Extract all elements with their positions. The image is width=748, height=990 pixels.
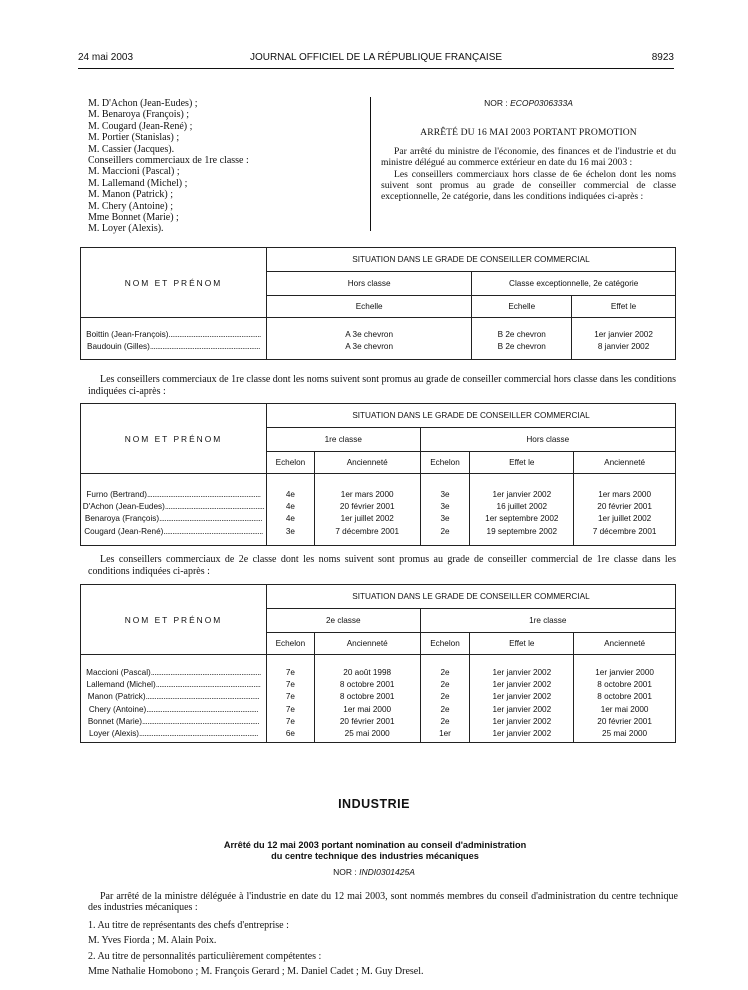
cell-value: 8 octobre 2001 (597, 680, 652, 690)
cell-value: 20 février 2001 (597, 716, 652, 726)
promotion-table-3 (80, 584, 676, 743)
page-number: 8923 (651, 52, 674, 63)
promotion-table-2 (80, 403, 676, 546)
values-cell (420, 474, 470, 546)
list-item: M. Chery (Antoine) ; (88, 200, 173, 212)
values-cell (314, 655, 420, 743)
cell-value: 3e (440, 514, 450, 524)
nom-prenom-header: NOM ET PRÉNOM (81, 585, 267, 655)
group-header: 1re classe (266, 428, 420, 452)
group-header: 2e classe (266, 609, 420, 633)
right-column (381, 98, 676, 202)
paragraph: Les conseillers commerciaux hors classe de 6e échelon dont les noms suivent sont promus au grade de conseiller commercial de classe exceptionnelle, 2e catégorie, dans les conditions indiquées ci-après : (381, 169, 676, 202)
column-header: Ancienneté (574, 452, 676, 474)
header-title: JOURNAL OFFICIEL DE LA RÉPUBLIQUE FRANÇAISE (249, 52, 503, 63)
values-cell (314, 474, 420, 546)
column-header: Ancienneté (574, 633, 676, 655)
column-header: Echelle (266, 296, 471, 318)
names-cell (81, 474, 267, 546)
nor-reference (381, 98, 676, 109)
person-name: Cougard (Jean-René) (84, 526, 164, 536)
cell-value: 3e (440, 502, 450, 512)
list-item: M. Loyer (Alexis). (88, 223, 164, 235)
table-row: Benaroya (François).......................................................... (84, 514, 263, 524)
person-name: Maccioni (Pascal) (86, 668, 151, 677)
list-item: M. Manon (Patrick) ; (88, 189, 173, 201)
cell-value: 20 août 1998 (343, 668, 392, 677)
cell-value: 1er janvier 2002 (492, 692, 552, 702)
person-name: Benaroya (François) (84, 514, 160, 524)
title-line: Arrêté du 12 mai 2003 portant nomination au conseil d'administration (223, 840, 527, 850)
cell-value: B 2e chevron (497, 342, 546, 352)
list-item: M. Yves Fiorda ; M. Alain Poix. (88, 935, 217, 947)
cell-value: 2e (440, 526, 450, 536)
names-cell (81, 318, 267, 360)
cell-value: A 3e chevron (345, 342, 394, 352)
cell-value: 2e (440, 692, 450, 702)
cell-value: 4e (285, 514, 295, 524)
table-row: Furno (Bertrand)................................................................ (86, 490, 261, 499)
arrete-title: ARRÊTÉ DU 16 MAI 2003 PORTANT PROMOTION (420, 126, 637, 138)
paragraph: Par arrêté du ministre de l'économie, des finances et de l'industrie et du ministre délégué au commerce extérieur en date du 16 mai 2003 : (381, 146, 676, 168)
cell-value: 6e (285, 728, 295, 738)
cell-value: 2e (440, 680, 450, 690)
list-item: M. Benaroya (François) ; (88, 109, 190, 121)
values-cell (470, 655, 574, 743)
cell-value: 1er mars 2000 (598, 490, 651, 499)
cell-value: 7 décembre 2001 (592, 526, 657, 536)
list-item: M. Lallemand (Michel) ; (88, 177, 188, 189)
cell-value: 7 décembre 2001 (335, 526, 400, 536)
nor-label: NOR : (333, 867, 360, 877)
column-header: Effet le (572, 296, 676, 318)
list-item: 1. Au titre de représentants des chefs d'entreprise : (88, 919, 289, 931)
cell-value: 1er janvier 2000 (595, 668, 654, 677)
cell-value: 8 octobre 2001 (339, 692, 395, 702)
cell-value: 7e (285, 692, 295, 702)
cell-value: 1er mai 2000 (343, 704, 392, 714)
cell-value: 1er mai 2000 (600, 704, 649, 714)
cell-value: 8 octobre 2001 (597, 692, 652, 702)
table-row: Loyer (Alexis)................................................................... (88, 728, 258, 738)
cell-value: 2e (440, 668, 450, 677)
person-name: Chery (Antoine) (88, 704, 147, 714)
cell-value: 3e (285, 526, 295, 536)
list-item: 2. Au titre de personnalités particulièrement compétentes : (88, 950, 322, 962)
cell-value: 20 février 2001 (339, 502, 395, 512)
column-header: Ancienneté (314, 452, 420, 474)
list-item: Mme Nathalie Homobono ; M. François Gerard ; M. Daniel Cadet ; M. Guy Dresel. (88, 966, 424, 978)
cell-value: 1er mars 2000 (340, 490, 394, 499)
group-header: Hors classe (266, 272, 471, 296)
table-row: Manon (Patrick)................................................................ (87, 692, 260, 702)
cell-value: A 3e chevron (345, 330, 394, 339)
cell-value: 25 mai 2000 (602, 728, 648, 738)
nor-code: ECOP0306333A (510, 98, 573, 108)
page-header (78, 52, 674, 66)
cell-value: 25 mai 2000 (344, 728, 390, 738)
cell-value: 8 octobre 2001 (339, 680, 395, 690)
table-row: Maccioni (Pascal).............................................................. (86, 668, 261, 677)
cell-value: 1er janvier 2002 (492, 716, 552, 726)
cell-value: 1er (439, 728, 451, 738)
situation-header: SITUATION DANS LE GRADE DE CONSEILLER COMMERCIAL (266, 585, 675, 609)
table-row: Lallemand (Michel)........................................................... (86, 680, 261, 690)
table-row: Baudouin (Gilles).............................................................. (87, 342, 260, 352)
column-header: Effet le (470, 452, 574, 474)
industrie-body (88, 891, 678, 979)
title-line: du centre technique des industries mécaniques (271, 850, 479, 861)
cell-value: 1er juillet 2002 (340, 514, 394, 524)
cell-value: 1er septembre 2002 (485, 514, 559, 524)
list-item: Mme Bonnet (Marie) ; (88, 212, 179, 224)
nor-code: INDI0301425A (359, 867, 415, 877)
table-row: Cougard (Jean-René)........................................................ (84, 526, 263, 536)
paragraph: Les conseillers commerciaux de 1re classe dont les noms suivent sont promus au grade de conseiller commercial hors classe dans les conditions indiquées ci-après : (88, 374, 676, 397)
cell-value: 1er janvier 2002 (492, 704, 552, 714)
group-header: Classe exceptionnelle, 2e catégorie (472, 272, 676, 296)
nor-reference (0, 867, 748, 877)
cell-value: 1er janvier 2002 (492, 728, 552, 738)
cell-value: 7e (285, 716, 295, 726)
values-cell (266, 655, 314, 743)
column-header: Echelle (472, 296, 572, 318)
cell-value: 1er juillet 2002 (597, 514, 652, 524)
cell-value: B 2e chevron (497, 330, 546, 339)
table-row: Boittin (Jean-François).................................................... (86, 330, 261, 339)
nor-label: NOR : (484, 98, 511, 108)
values-cell (420, 655, 470, 743)
cell-value: 2e (440, 704, 450, 714)
cell-value: 20 février 2001 (597, 502, 652, 512)
person-name: Boittin (Jean-François) (86, 330, 169, 339)
header-date: 24 mai 2003 (78, 52, 134, 63)
cell-value: 1er janvier 2002 (594, 330, 653, 339)
nom-prenom-header: NOM ET PRÉNOM (81, 404, 267, 474)
column-divider (370, 97, 371, 231)
column-header: Effet le (470, 633, 574, 655)
table-row: Chery (Antoine)............................................................... (88, 704, 259, 714)
group-header: Hors classe (420, 428, 675, 452)
person-name: Loyer (Alexis) (88, 728, 140, 738)
cell-value: 20 février 2001 (339, 716, 395, 726)
list-item: M. D'Achon (Jean-Eudes) ; (88, 98, 198, 109)
person-name: Bonnet (Marie) (87, 716, 142, 726)
cell-value: 4e (285, 490, 295, 499)
cell-value: 3e (440, 490, 450, 499)
values-cell (266, 474, 314, 546)
values-cell (572, 318, 676, 360)
cell-value: 7e (285, 668, 295, 677)
list-item: Conseillers commerciaux de 1re classe : (88, 155, 249, 167)
list-item: M. Maccioni (Pascal) ; (88, 166, 180, 178)
person-name: Baudouin (Gilles) (87, 342, 150, 352)
cell-value: 1er janvier 2002 (492, 680, 552, 690)
column-header: Echelon (420, 633, 470, 655)
header-rule (78, 68, 674, 69)
values-cell (470, 474, 574, 546)
values-cell (574, 474, 676, 546)
paragraph: Les conseillers commerciaux de 2e classe dont les noms suivent sont promus au grade de conseiller commercial de 1re classe dans les conditions indiquées ci-après : (88, 554, 676, 577)
person-name: D'Achon (Jean-Eudes) (82, 502, 165, 512)
column-header: Echelon (420, 452, 470, 474)
table-row: Bonnet (Marie).................................................................. (87, 716, 260, 726)
section-heading: INDUSTRIE (338, 797, 410, 811)
column-header: Echelon (266, 452, 314, 474)
left-column-list (88, 98, 358, 235)
cell-value: 4e (285, 502, 295, 512)
cell-value: 19 septembre 2002 (486, 526, 558, 536)
cell-value: 2e (440, 716, 450, 726)
nom-prenom-header: NOM ET PRÉNOM (81, 248, 267, 318)
cell-value: 1er janvier 2002 (492, 490, 552, 499)
cell-value: 7e (285, 680, 295, 690)
values-cell (574, 655, 676, 743)
names-cell (81, 655, 267, 743)
situation-header: SITUATION DANS LE GRADE DE CONSEILLER COMMERCIAL (266, 248, 675, 272)
cell-value: 1er janvier 2002 (492, 668, 552, 677)
situation-header: SITUATION DANS LE GRADE DE CONSEILLER COMMERCIAL (266, 404, 675, 428)
values-cell (266, 318, 471, 360)
arrete-title (140, 840, 610, 862)
column-header: Echelon (266, 633, 314, 655)
person-name: Lallemand (Michel) (86, 680, 156, 690)
paragraph: Par arrêté de la ministre déléguée à l'industrie en date du 12 mai 2003, sont nommés membres du conseil d'administration du centre technique des industries mécaniques : (88, 891, 678, 914)
list-item: M. Cougard (Jean-René) ; (88, 120, 193, 132)
person-name: Furno (Bertrand) (86, 490, 147, 499)
table-row: D'Achon (Jean-Eudes)........................................................ (82, 502, 265, 512)
cell-value: 16 juillet 2002 (496, 502, 548, 512)
cell-value: 7e (285, 704, 295, 714)
group-header: 1re classe (420, 609, 675, 633)
list-item: M. Cassier (Jacques). (88, 143, 175, 155)
person-name: Manon (Patrick) (87, 692, 146, 702)
cell-value: 8 janvier 2002 (597, 342, 650, 352)
promotion-table-1 (80, 247, 676, 360)
values-cell (472, 318, 572, 360)
column-header: Ancienneté (314, 633, 420, 655)
list-item: M. Portier (Stanislas) ; (88, 132, 180, 144)
